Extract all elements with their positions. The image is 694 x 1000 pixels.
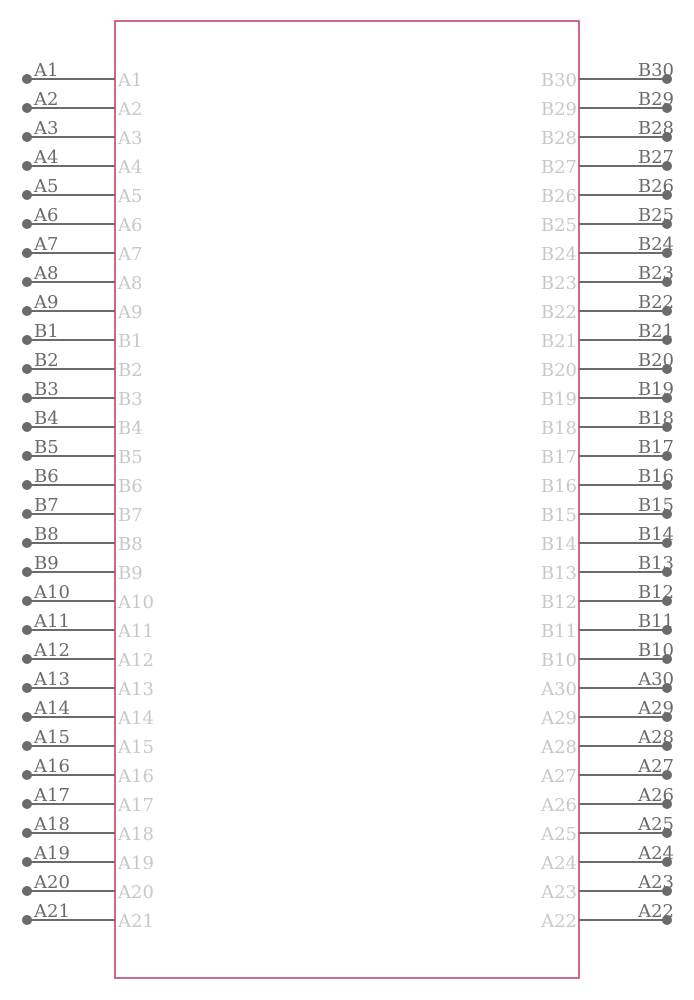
pin-internal-label: A30 xyxy=(541,679,577,700)
pin-terminal-dot[interactable] xyxy=(22,538,32,548)
pin-external-label: B26 xyxy=(637,176,674,197)
left-pin-a7 xyxy=(22,234,142,265)
pin-external-label: A5 xyxy=(34,176,59,197)
pin-terminal-dot[interactable] xyxy=(22,277,32,287)
pin-internal-label: B3 xyxy=(118,389,143,410)
pin-internal-label: B4 xyxy=(118,418,143,439)
pin-external-label: B11 xyxy=(637,611,674,632)
pin-external-label: A29 xyxy=(638,698,674,719)
pin-external-label: B25 xyxy=(637,205,674,226)
component-body xyxy=(115,21,579,978)
pin-internal-label: B11 xyxy=(540,621,577,642)
right-pin-a22 xyxy=(540,901,674,932)
pin-external-label: A28 xyxy=(638,727,674,748)
pin-external-label: B24 xyxy=(637,234,674,255)
pin-external-label: A22 xyxy=(638,901,674,922)
left-pin-a16 xyxy=(22,756,154,787)
pin-external-label: A9 xyxy=(34,292,59,313)
pin-external-label: B28 xyxy=(637,118,674,139)
right-pin-a29 xyxy=(540,698,674,729)
pin-terminal-dot[interactable] xyxy=(22,364,32,374)
pin-external-label: B5 xyxy=(34,437,59,458)
pin-internal-label: A4 xyxy=(118,157,143,178)
left-pin-a18 xyxy=(22,814,154,845)
pin-terminal-dot[interactable] xyxy=(22,393,32,403)
pin-internal-label: A13 xyxy=(118,679,154,700)
left-pin-a15 xyxy=(22,727,154,758)
pin-external-label: A18 xyxy=(34,814,70,835)
left-pin-a17 xyxy=(22,785,154,816)
pin-external-label: A1 xyxy=(34,60,59,81)
left-pin-a21 xyxy=(22,901,154,932)
pin-external-label: A21 xyxy=(34,901,70,922)
pin-terminal-dot[interactable] xyxy=(22,190,32,200)
pin-internal-label: B1 xyxy=(118,331,143,352)
pin-external-label: B17 xyxy=(637,437,674,458)
right-pin-a28 xyxy=(540,727,674,758)
pin-internal-label: B15 xyxy=(540,505,577,526)
pin-external-label: B19 xyxy=(637,379,674,400)
pin-internal-label: A16 xyxy=(118,766,154,787)
pin-internal-label: A19 xyxy=(118,853,154,874)
pin-external-label: A15 xyxy=(34,727,70,748)
pin-external-label: B16 xyxy=(637,466,674,487)
pin-external-label: A2 xyxy=(34,89,59,110)
right-pin-a24 xyxy=(540,843,674,874)
pin-internal-label: A5 xyxy=(118,186,143,207)
pin-external-label: B13 xyxy=(637,553,674,574)
pin-internal-label: A10 xyxy=(118,592,154,613)
pin-terminal-dot[interactable] xyxy=(22,248,32,258)
pin-external-label: A27 xyxy=(638,756,674,777)
left-pin-group xyxy=(22,60,154,932)
pin-terminal-dot[interactable] xyxy=(22,161,32,171)
left-pin-b7 xyxy=(22,495,143,526)
pin-internal-label: A29 xyxy=(541,708,577,729)
pin-internal-label: A17 xyxy=(118,795,154,816)
pin-external-label: B3 xyxy=(34,379,59,400)
pin-internal-label: A12 xyxy=(118,650,154,671)
pin-terminal-dot[interactable] xyxy=(22,828,32,838)
left-pin-a5 xyxy=(22,176,142,207)
pin-external-label: B12 xyxy=(637,582,674,603)
left-pin-b2 xyxy=(22,350,143,381)
left-pin-a10 xyxy=(22,582,154,613)
pin-external-label: A20 xyxy=(34,872,70,893)
pin-external-label: B14 xyxy=(637,524,674,545)
pin-internal-label: A15 xyxy=(118,737,154,758)
left-pin-b1 xyxy=(22,321,143,352)
left-pin-b8 xyxy=(22,524,143,555)
pin-internal-label: A11 xyxy=(118,621,154,642)
left-pin-a13 xyxy=(22,669,154,700)
right-pin-b17 xyxy=(541,437,674,468)
pin-internal-label: B5 xyxy=(118,447,143,468)
pin-external-label: A26 xyxy=(638,785,674,806)
pin-external-label: B30 xyxy=(637,60,674,81)
pin-terminal-dot[interactable] xyxy=(22,857,32,867)
pin-external-label: B23 xyxy=(637,263,674,284)
right-pin-a23 xyxy=(540,872,674,903)
pin-internal-label: A9 xyxy=(118,302,143,323)
pin-terminal-dot[interactable] xyxy=(22,567,32,577)
pin-internal-label: A3 xyxy=(118,128,143,149)
pin-internal-label: A24 xyxy=(541,853,577,874)
right-pin-b22 xyxy=(541,292,674,323)
right-pin-b10 xyxy=(541,640,674,671)
pin-external-label: B4 xyxy=(34,408,59,429)
pin-internal-label: B29 xyxy=(540,99,577,120)
pin-internal-label: B14 xyxy=(540,534,577,555)
pin-internal-label: A20 xyxy=(118,882,154,903)
right-pin-a25 xyxy=(540,814,674,845)
pin-external-label: B9 xyxy=(34,553,59,574)
pin-terminal-dot[interactable] xyxy=(22,596,32,606)
pin-internal-label: B7 xyxy=(118,505,143,526)
pin-external-label: A30 xyxy=(638,669,674,690)
right-pin-b23 xyxy=(541,263,674,294)
right-pin-a26 xyxy=(540,785,674,816)
pin-external-label: A17 xyxy=(34,785,70,806)
pin-internal-label: A22 xyxy=(541,911,577,932)
pin-internal-label: A26 xyxy=(541,795,577,816)
pin-internal-label: A18 xyxy=(118,824,154,845)
pin-terminal-dot[interactable] xyxy=(22,625,32,635)
pin-internal-label: A23 xyxy=(541,882,577,903)
left-pin-b6 xyxy=(22,466,143,497)
left-pin-a1 xyxy=(22,60,142,91)
pin-external-label: A6 xyxy=(34,205,59,226)
pin-external-label: A13 xyxy=(34,669,70,690)
pin-external-label: B27 xyxy=(637,147,674,168)
pin-internal-label: A27 xyxy=(541,766,577,787)
pin-internal-label: B8 xyxy=(118,534,143,555)
pin-external-label: A19 xyxy=(34,843,70,864)
pin-internal-label: A6 xyxy=(118,215,143,236)
pin-external-label: A7 xyxy=(34,234,59,255)
pin-internal-label: B22 xyxy=(540,302,577,323)
pin-internal-label: A1 xyxy=(118,70,143,91)
pin-internal-label: A8 xyxy=(118,273,143,294)
pin-external-label: B18 xyxy=(637,408,674,429)
pin-internal-label: B23 xyxy=(540,273,577,294)
right-pin-b24 xyxy=(541,234,674,265)
pin-terminal-dot[interactable] xyxy=(22,335,32,345)
pin-external-label: A12 xyxy=(34,640,70,661)
pin-internal-label: B18 xyxy=(540,418,577,439)
pin-terminal-dot[interactable] xyxy=(22,654,32,664)
pin-internal-label: A7 xyxy=(118,244,143,265)
left-pin-a9 xyxy=(22,292,142,323)
pin-internal-label: B27 xyxy=(540,157,577,178)
pin-internal-label: B2 xyxy=(118,360,143,381)
right-pin-b27 xyxy=(541,147,674,178)
pin-terminal-dot[interactable] xyxy=(22,770,32,780)
pin-external-label: A8 xyxy=(34,263,59,284)
right-pin-b25 xyxy=(541,205,674,236)
pin-external-label: B20 xyxy=(637,350,674,371)
pin-terminal-dot[interactable] xyxy=(22,219,32,229)
right-pin-a27 xyxy=(540,756,674,787)
right-pin-b28 xyxy=(541,118,674,149)
pin-external-label: A16 xyxy=(34,756,70,777)
pin-terminal-dot[interactable] xyxy=(22,799,32,809)
pin-internal-label: B19 xyxy=(540,389,577,410)
pin-internal-label: B21 xyxy=(540,331,577,352)
pin-terminal-dot[interactable] xyxy=(22,741,32,751)
pin-internal-label: B13 xyxy=(540,563,577,584)
pin-internal-label: B16 xyxy=(540,476,577,497)
left-pin-b4 xyxy=(22,408,143,439)
pin-external-label: A10 xyxy=(34,582,70,603)
left-pin-b3 xyxy=(22,379,143,410)
left-pin-a6 xyxy=(22,205,142,236)
right-pin-b26 xyxy=(541,176,674,207)
pin-terminal-dot[interactable] xyxy=(22,451,32,461)
right-pin-b30 xyxy=(541,60,674,91)
right-pin-b29 xyxy=(541,89,674,120)
pin-external-label: B8 xyxy=(34,524,59,545)
right-pin-b15 xyxy=(541,495,674,526)
pin-internal-label: A2 xyxy=(118,99,143,120)
left-pin-a4 xyxy=(22,147,142,178)
left-pin-a3 xyxy=(22,118,142,149)
pin-terminal-dot[interactable] xyxy=(22,422,32,432)
pin-external-label: A24 xyxy=(638,843,674,864)
pin-internal-label: B20 xyxy=(540,360,577,381)
pin-external-label: B21 xyxy=(637,321,674,342)
right-pin-b21 xyxy=(541,321,674,352)
pin-internal-label: A21 xyxy=(118,911,154,932)
pin-internal-label: B28 xyxy=(540,128,577,149)
pin-terminal-dot[interactable] xyxy=(22,915,32,925)
right-pin-a30 xyxy=(540,669,674,700)
right-pin-b14 xyxy=(541,524,674,555)
pin-terminal-dot[interactable] xyxy=(22,132,32,142)
pin-internal-label: B10 xyxy=(540,650,577,671)
right-pin-b12 xyxy=(541,582,674,613)
pin-terminal-dot[interactable] xyxy=(22,103,32,113)
pin-internal-label: B24 xyxy=(540,244,577,265)
right-pin-b16 xyxy=(541,466,674,497)
left-pin-a19 xyxy=(22,843,154,874)
left-pin-a2 xyxy=(22,89,142,120)
pin-internal-label: B30 xyxy=(540,70,577,91)
pin-terminal-dot[interactable] xyxy=(22,306,32,316)
right-pin-b19 xyxy=(541,379,674,410)
right-pin-b18 xyxy=(541,408,674,439)
left-pin-a14 xyxy=(22,698,154,729)
pin-terminal-dot[interactable] xyxy=(22,74,32,84)
pin-terminal-dot[interactable] xyxy=(22,509,32,519)
pin-external-label: A23 xyxy=(638,872,674,893)
pin-external-label: B22 xyxy=(637,292,674,313)
pin-terminal-dot[interactable] xyxy=(22,683,32,693)
pin-external-label: A14 xyxy=(34,698,70,719)
pin-external-label: A3 xyxy=(34,118,59,139)
pin-external-label: B1 xyxy=(34,321,59,342)
pin-external-label: B2 xyxy=(34,350,59,371)
pin-external-label: A25 xyxy=(638,814,674,835)
left-pin-a12 xyxy=(22,640,154,671)
right-pin-group xyxy=(540,60,674,932)
pin-external-label: B29 xyxy=(637,89,674,110)
left-pin-b5 xyxy=(22,437,143,468)
pin-external-label: B6 xyxy=(34,466,59,487)
pin-internal-label: B26 xyxy=(540,186,577,207)
left-pin-a11 xyxy=(22,611,154,642)
pin-internal-label: A14 xyxy=(118,708,154,729)
right-pin-b13 xyxy=(541,553,674,584)
left-pin-a20 xyxy=(22,872,154,903)
pin-internal-label: A28 xyxy=(541,737,577,758)
pin-internal-label: B12 xyxy=(540,592,577,613)
left-pin-a8 xyxy=(22,263,142,294)
pin-terminal-dot[interactable] xyxy=(22,480,32,490)
pin-internal-label: B6 xyxy=(118,476,143,497)
pin-internal-label: B9 xyxy=(118,563,143,584)
pin-terminal-dot[interactable] xyxy=(22,712,32,722)
pin-terminal-dot[interactable] xyxy=(22,886,32,896)
pin-external-label: B10 xyxy=(637,640,674,661)
right-pin-b11 xyxy=(541,611,674,642)
pin-internal-label: B17 xyxy=(540,447,577,468)
pin-external-label: A4 xyxy=(34,147,59,168)
right-pin-b20 xyxy=(541,350,674,381)
pin-external-label: B15 xyxy=(637,495,674,516)
pin-external-label: A11 xyxy=(34,611,70,632)
pin-internal-label: B25 xyxy=(540,215,577,236)
pin-internal-label: A25 xyxy=(541,824,577,845)
pin-external-label: B7 xyxy=(34,495,59,516)
left-pin-b9 xyxy=(22,553,143,584)
